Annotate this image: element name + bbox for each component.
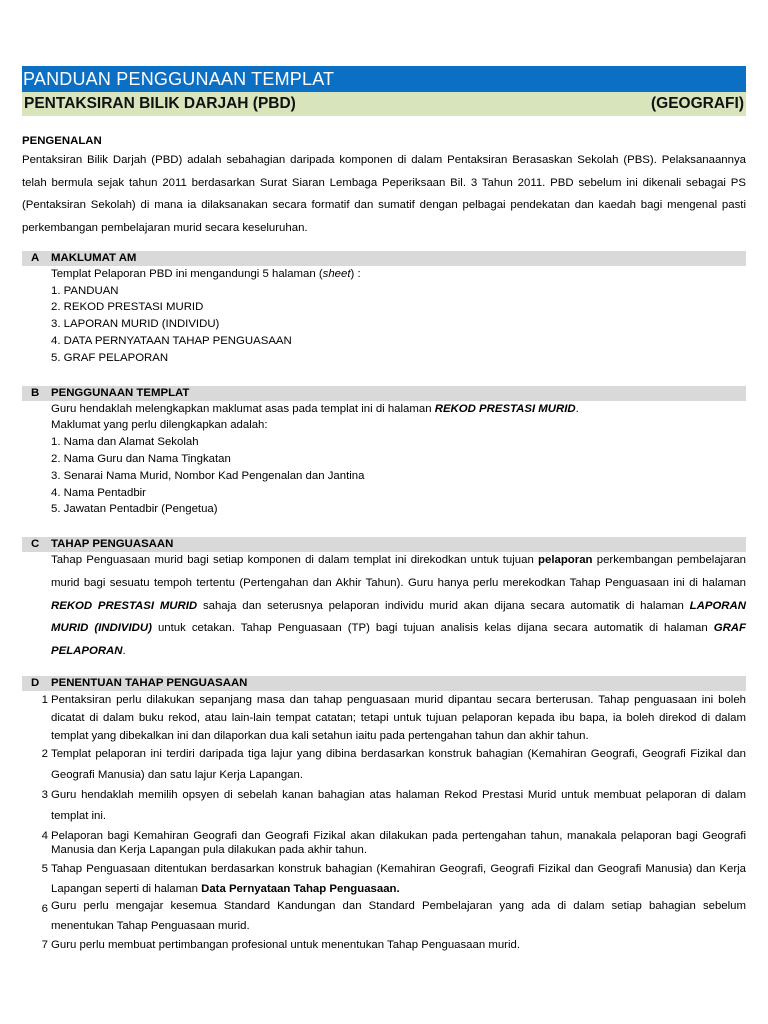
list-item: 3. LAPORAN MURID (INDIVIDU) — [51, 318, 220, 331]
list-item — [22, 896, 746, 936]
list-item: 5. Jawatan Pentadbir (Pengetua) — [51, 503, 218, 516]
section-title: PENENTUAN TAHAP PENGUASAAN — [51, 676, 248, 689]
list-item: 2. REKOD PRESTASI MURID — [51, 301, 204, 314]
section-b-header — [22, 386, 746, 401]
list-item — [22, 829, 746, 858]
list-item — [22, 936, 746, 954]
body-bold: pelaporan — [538, 554, 593, 567]
list-item — [22, 691, 746, 746]
section-a-lead — [51, 266, 746, 283]
body-text: . — [122, 644, 126, 657]
item-text: Guru hendaklah memilih opsyen di sebelah kanan bahagian atas halaman Rekod Prestasi Murid untuk membuat pelaporan di dalam templat ini. — [51, 789, 746, 823]
subject-label: (GEOGRAFI) — [651, 95, 744, 112]
document-title: PANDUAN PENGGUNAAN TEMPLAT — [22, 66, 746, 92]
list-item: 3. Senarai Nama Murid, Nombor Kad Pengenalan dan Jantina — [51, 469, 365, 482]
section-d — [22, 676, 746, 955]
item-number: 5 — [41, 863, 48, 876]
section-letter: D — [31, 676, 40, 689]
list-item: 2. Nama Guru dan Nama Tingkatan — [51, 452, 231, 465]
section-a — [22, 251, 746, 367]
section-title: TAHAP PENGUASAAN — [51, 538, 174, 551]
section-d-header — [22, 676, 746, 691]
list-item — [22, 744, 746, 785]
list-item — [22, 859, 746, 899]
body-text: Tahap Penguasaan ditentukan berdasarkan konstruk bahagian (Kemahiran Geografi, Geografi Fizikal dan Geografi Manusia) dan Kerja Lapangan seperti di halaman — [51, 863, 746, 896]
lead-emphasis: REKOD PRESTASI MURID — [434, 402, 576, 415]
list-item — [22, 785, 746, 826]
section-b-sub: Maklumat yang perlu dilengkapkan adalah: — [51, 419, 268, 432]
list-item: 5. GRAF PELAPORAN — [51, 351, 169, 364]
body-emphasis: LAPORAN MURID (INDIVIDU) — [51, 599, 746, 635]
list-item: 4. Nama Pentadbir — [51, 486, 146, 499]
item-number: 7 — [41, 939, 48, 952]
item-text — [51, 859, 746, 899]
section-b — [22, 386, 746, 519]
section-letter: B — [31, 386, 40, 399]
section-d-list — [22, 691, 746, 955]
intro-section — [22, 134, 746, 240]
body-emphasis: REKOD PRESTASI MURID — [51, 599, 198, 612]
section-c-body — [22, 549, 746, 663]
section-a-header — [22, 251, 746, 266]
body-bold: Data Pernyataan Tahap Penguasaan. — [201, 883, 400, 896]
section-b-lead — [51, 401, 746, 418]
section-b-body — [22, 401, 746, 519]
document-subtitle: PENTAKSIRAN BILIK DARJAH (PBD) — [24, 95, 296, 112]
list-item: 4. DATA PERNYATAAN TAHAP PENGUASAAN — [51, 335, 292, 347]
item-text: Templat pelaporan ini terdiri daripada tiga lajur yang dibina berdasarkan konstruk bahagian (Kemahiran Geografi, Geografi Fizikal dan Geografi Manusia) dan satu lajur Kerja Lapangan. — [51, 748, 746, 781]
item-text: Pentaksiran perlu dilakukan sepanjang masa dan tahap penguasaan murid dipantau secara berterusan. Tahap penguasaan ini boleh dicatat di dalam buku rekod, atau lain-lain tempat catatan; tetapi untuk tujuan pelaporan kepada ibu bapa, ia boleh direkod di dalam templat yang dibekalkan ini dan dilaporkan dua kali setahun iaitu pada pertengahan tahun dan akhir tahun. — [51, 693, 746, 743]
item-text: Guru perlu membuat pertimbangan profesional untuk menentukan Tahap Penguasaan murid. — [51, 939, 521, 952]
lead-emphasis: sheet — [322, 267, 351, 280]
intro-heading: PENGENALAN — [22, 135, 102, 147]
lead-text: ) : — [350, 267, 361, 280]
subtitle-bar — [22, 92, 746, 116]
lead-text: Templat Pelaporan PBD ini mengandungi 5 halaman ( — [51, 267, 323, 280]
item-text: Pelaporan bagi Kemahiran Geografi dan Geografi Fizikal akan dilakukan pada pertengahan tahun, manakala pelaporan bagi Geografi Manusia dan Kerja Lapangan pula dilakukan pada akhir tahun. — [51, 829, 746, 857]
item-number: 3 — [41, 789, 48, 802]
section-letter: A — [31, 251, 40, 264]
intro-text: Pentaksiran Bilik Darjah (PBD) adalah sebahagian daripada komponen di dalam Pentaksiran Berasaskan Sekolah (PBS). Pelaksanaannya telah bermula sejak tahun 2011 berdasarkan Surat Siaran Lembaga Peperiksaan Bil. 3 Tahun 2011. PBD sebelum ini dikenali sebagai PS (Pentaksiran Sekolah) di mana ia dilaksanakan secara formatif dan sumatif dengan pelbagai pendekatan dan kaedah bagi mengenal pasti perkembangan pembelajaran murid secara keseluruhan. — [22, 154, 746, 235]
section-a-body — [22, 266, 746, 367]
section-letter: C — [31, 538, 40, 551]
body-text: perkembangan pembelajaran murid bagi sesuatu tempoh tertentu (Pertengahan dan Akhir Tahun). Guru hanya perlu merekodkan Tahap Penguasaan ini di halaman — [51, 554, 746, 589]
section-title: MAKLUMAT AM — [51, 251, 137, 264]
item-text: Guru perlu mengajar kesemua Standard Kandungan dan Standard Pembelajaran yang ada di dalam setiap bahagian sebelum menentukan Tahap Penguasaan murid. — [51, 900, 746, 933]
body-text: Tahap Penguasaan murid bagi setiap komponen di dalam templat ini direkodkan untuk tujuan — [51, 554, 539, 567]
lead-text: . — [575, 402, 579, 415]
lead-text: Guru hendaklah melengkapkan maklumat asas pada templat ini di halaman — [51, 402, 435, 415]
list-item: 1. PANDUAN — [51, 284, 119, 297]
section-title: PENGGUNAAN TEMPLAT — [51, 386, 190, 399]
item-number: 2 — [41, 748, 48, 761]
item-number: 4 — [41, 829, 48, 842]
body-text: untuk cetakan. Tahap Penguasaan (TP) bagi tujuan analisis kelas dijana secara automatik di halaman — [151, 622, 714, 635]
document-page — [22, 66, 746, 954]
body-emphasis: GRAF PELAPORAN — [51, 622, 746, 657]
item-number: 6 — [41, 903, 48, 916]
body-text: sahaja dan seterusnya pelaporan individu murid akan dijana secara automatik di halaman — [197, 599, 690, 612]
list-item: 1. Nama dan Alamat Sekolah — [51, 436, 199, 449]
section-c — [22, 537, 746, 663]
item-number: 1 — [41, 693, 48, 706]
